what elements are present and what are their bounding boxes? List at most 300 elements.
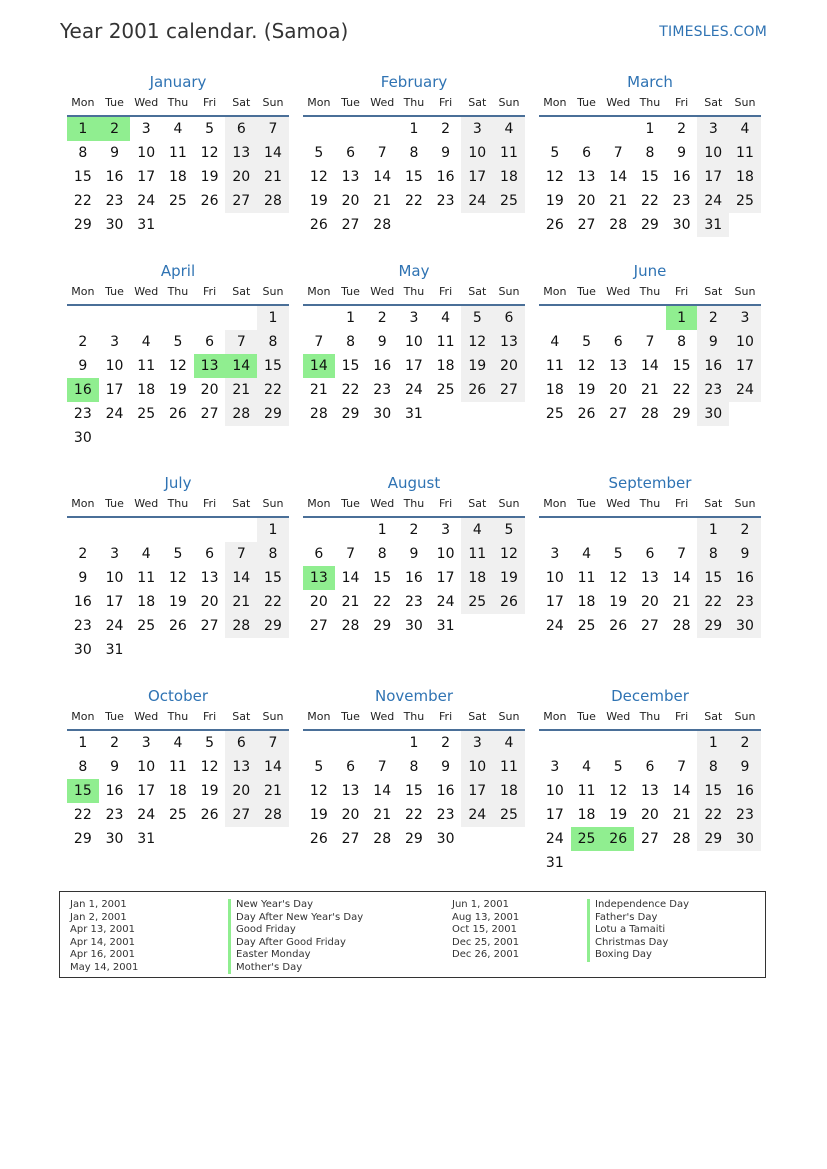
month-name: October: [147, 687, 209, 705]
day-cell: 30: [73, 430, 92, 446]
empty-cell: [130, 638, 162, 662]
week-row: [303, 354, 525, 378]
day-cell: 31: [404, 406, 423, 422]
month-name: July: [164, 474, 192, 492]
empty-cell: [194, 827, 226, 851]
day-cell: 29: [672, 406, 691, 422]
day-cell: 29: [73, 217, 92, 233]
weekday-label: Thu: [639, 497, 661, 510]
weekday-label: Sat: [468, 285, 487, 298]
day-cell: 28: [257, 189, 289, 213]
weekday-label: Sat: [232, 497, 251, 510]
empty-cell: [398, 213, 430, 237]
day-cell: 6: [346, 759, 355, 775]
weekday-label: Thu: [167, 497, 189, 510]
day-cell: 16: [436, 169, 455, 185]
day-cell: 25: [436, 382, 455, 398]
empty-cell: [366, 117, 398, 141]
day-cell: 30: [404, 618, 423, 634]
day-cell: 12: [168, 570, 187, 586]
week-row: [539, 213, 761, 237]
day-cell: 24: [436, 594, 455, 610]
day-cell: 8: [257, 542, 289, 566]
day-cell: 5: [613, 759, 623, 775]
month-name: May: [398, 262, 430, 280]
weekday-label: Sun: [734, 710, 756, 723]
week-row: [67, 330, 289, 354]
day-cell: 14: [672, 783, 691, 799]
day-cell: 25: [577, 618, 596, 634]
weekday-label: Mon: [543, 285, 567, 298]
week-row: [67, 306, 289, 330]
day-cell: 21: [640, 382, 659, 398]
day-cell: 7: [346, 546, 355, 562]
day-cell: 31: [105, 642, 124, 658]
day-cell: 12: [493, 542, 525, 566]
day-cell: 6: [645, 546, 655, 562]
empty-cell: [666, 851, 698, 875]
weekday-label: Wed: [606, 96, 631, 109]
day-cell: 9: [409, 546, 419, 562]
day-cell: 24: [404, 382, 423, 398]
empty-cell: [493, 213, 525, 237]
day-cell: 23: [436, 193, 455, 209]
day-cell: 13: [640, 570, 659, 586]
weekday-label: Thu: [403, 497, 425, 510]
day-cell: 15: [341, 358, 360, 374]
day-cell: 24: [461, 803, 493, 827]
week-row: [303, 165, 525, 189]
day-cell: 5: [461, 306, 493, 330]
empty-cell: [225, 827, 257, 851]
day-cell: 7: [377, 145, 387, 161]
day-cell: 3: [729, 306, 761, 330]
day-cell: 27: [309, 618, 328, 634]
day-cell: 1: [409, 735, 419, 751]
weekday-label: Wed: [606, 285, 631, 298]
day-cell: 1: [78, 735, 88, 751]
week-row: [67, 117, 289, 141]
legend-names-right: [587, 899, 689, 962]
day-cell: 31: [137, 217, 156, 233]
day-cell: 9: [729, 542, 761, 566]
empty-cell: [67, 518, 99, 542]
week-row: [67, 518, 289, 542]
day-cell: 17: [729, 354, 761, 378]
day-cell: 16: [436, 783, 455, 799]
day-cell: 11: [436, 334, 455, 350]
week-row: [67, 731, 289, 755]
day-cell: 10: [137, 145, 156, 161]
weekday-label: Sun: [498, 497, 520, 510]
day-cell: 18: [729, 165, 761, 189]
empty-cell: [303, 117, 335, 141]
week-row: [539, 165, 761, 189]
empty-cell: [67, 306, 99, 330]
day-cell: 27: [493, 378, 525, 402]
day-cell: 18: [436, 358, 455, 374]
weekday-label: Tue: [577, 285, 596, 298]
day-cell: 19: [461, 354, 493, 378]
day-cell: 5: [173, 546, 183, 562]
weekday-label: Wed: [370, 285, 395, 298]
weekday-label: Wed: [134, 96, 159, 109]
day-cell: 2: [78, 334, 88, 350]
holiday-day-cell: 25: [571, 827, 603, 851]
week-row: [67, 638, 289, 662]
day-cell: 12: [309, 783, 328, 799]
day-cell: 26: [200, 807, 219, 823]
day-cell: 17: [137, 783, 156, 799]
legend-date: Oct 15, 2001: [452, 924, 517, 935]
day-cell: 31: [436, 618, 455, 634]
day-cell: 2: [441, 735, 451, 751]
legend-holiday-name: Christmas Day: [587, 937, 689, 950]
day-cell: 6: [205, 546, 215, 562]
empty-cell: [634, 731, 666, 755]
weekday-label: Sun: [262, 497, 284, 510]
day-cell: 22: [404, 193, 423, 209]
day-cell: 26: [493, 590, 525, 614]
weekday-label: Tue: [577, 497, 596, 510]
day-cell: 2: [677, 121, 687, 137]
weekday-label: Thu: [167, 710, 189, 723]
day-cell: 24: [105, 406, 124, 422]
empty-cell: [666, 731, 698, 755]
empty-cell: [303, 731, 335, 755]
week-row: [303, 566, 525, 590]
weekday-label: Sat: [704, 710, 723, 723]
day-cell: 28: [225, 614, 257, 638]
day-cell: 10: [436, 546, 455, 562]
empty-cell: [493, 402, 525, 426]
weekday-label: Wed: [370, 710, 395, 723]
day-cell: 2: [110, 735, 119, 751]
empty-cell: [257, 426, 289, 450]
day-cell: 25: [461, 590, 493, 614]
week-row: [67, 426, 289, 450]
day-cell: 15: [257, 354, 289, 378]
legend-holiday-name: Boxing Day: [587, 949, 689, 962]
day-cell: 20: [341, 193, 360, 209]
day-cell: 31: [137, 831, 156, 847]
day-cell: 16: [672, 169, 691, 185]
day-cell: 10: [404, 334, 423, 350]
day-cell: 30: [697, 402, 729, 426]
weekday-label: Sat: [704, 285, 723, 298]
day-cell: 2: [377, 310, 387, 326]
empty-cell: [225, 306, 257, 330]
month-name: September: [608, 474, 692, 492]
empty-cell: [697, 851, 729, 875]
week-row: [67, 165, 289, 189]
day-cell: 30: [373, 406, 392, 422]
day-cell: 17: [105, 382, 124, 398]
day-cell: 9: [78, 358, 88, 374]
empty-cell: [571, 851, 603, 875]
weekday-label: Tue: [341, 96, 360, 109]
empty-cell: [257, 827, 289, 851]
day-cell: 10: [729, 330, 761, 354]
day-cell: 23: [697, 378, 729, 402]
day-cell: 16: [373, 358, 392, 374]
day-cell: 13: [225, 755, 257, 779]
month-name: February: [380, 73, 448, 91]
month-name: December: [611, 687, 689, 705]
day-cell: 24: [545, 831, 564, 847]
weekday-label: Mon: [307, 96, 331, 109]
day-cell: 11: [577, 570, 596, 586]
legend-holiday-name: Mother's Day: [228, 962, 363, 975]
day-cell: 18: [168, 169, 187, 185]
day-cell: 1: [409, 121, 419, 137]
day-cell: 8: [409, 759, 419, 775]
empty-cell: [602, 518, 634, 542]
day-cell: 8: [697, 542, 729, 566]
day-cell: 19: [309, 807, 328, 823]
week-row: [303, 330, 525, 354]
empty-cell: [634, 306, 666, 330]
day-cell: 24: [697, 189, 729, 213]
day-cell: 19: [168, 382, 187, 398]
day-cell: 1: [697, 731, 729, 755]
day-cell: 30: [105, 217, 124, 233]
weekday-label: Sun: [498, 710, 520, 723]
day-cell: 21: [309, 382, 328, 398]
day-cell: 14: [373, 169, 392, 185]
day-cell: 6: [582, 145, 591, 161]
empty-cell: [666, 518, 698, 542]
day-cell: 13: [493, 330, 525, 354]
legend-date: Dec 26, 2001: [452, 949, 520, 960]
week-row: [303, 542, 525, 566]
day-cell: 28: [309, 406, 328, 422]
week-row: [539, 354, 761, 378]
month-march: [539, 71, 761, 237]
weekday-label: Mon: [307, 710, 331, 723]
weekday-label: Sat: [704, 96, 723, 109]
day-cell: 2: [729, 731, 761, 755]
week-row: [303, 141, 525, 165]
holiday-day-cell: 13: [194, 354, 226, 378]
day-cell: 6: [225, 117, 257, 141]
day-cell: 21: [225, 378, 257, 402]
day-cell: 30: [436, 831, 455, 847]
weekday-label: Tue: [105, 710, 124, 723]
day-cell: 1: [257, 306, 289, 330]
day-cell: 23: [105, 807, 124, 823]
weekday-label: Fri: [675, 96, 689, 109]
empty-cell: [162, 306, 194, 330]
day-cell: 3: [461, 731, 493, 755]
day-cell: 24: [729, 378, 761, 402]
day-cell: 7: [225, 330, 257, 354]
empty-cell: [194, 518, 226, 542]
day-cell: 8: [645, 145, 655, 161]
holiday-day-cell: 13: [303, 566, 335, 590]
day-cell: 4: [493, 117, 525, 141]
day-cell: 11: [729, 141, 761, 165]
month-october: [67, 685, 289, 851]
day-cell: 3: [110, 546, 119, 562]
day-cell: 25: [168, 193, 187, 209]
day-cell: 7: [677, 546, 687, 562]
day-cell: 16: [105, 783, 124, 799]
day-cell: 7: [645, 334, 655, 350]
weekday-label: Wed: [606, 497, 631, 510]
week-row: [67, 614, 289, 638]
day-cell: 24: [137, 193, 156, 209]
legend-date: Jan 1, 2001: [70, 899, 127, 910]
weekday-label: Fri: [675, 497, 689, 510]
day-cell: 1: [697, 518, 729, 542]
day-cell: 3: [441, 522, 451, 538]
day-cell: 20: [341, 807, 360, 823]
day-cell: 8: [78, 759, 88, 775]
day-cell: 4: [173, 121, 183, 137]
empty-cell: [571, 306, 603, 330]
day-cell: 22: [640, 193, 659, 209]
brand-link[interactable]: TIMESLES.COM: [659, 24, 767, 40]
day-cell: 7: [377, 759, 387, 775]
day-cell: 2: [729, 518, 761, 542]
day-cell: 24: [461, 189, 493, 213]
empty-cell: [162, 213, 194, 237]
day-cell: 21: [672, 594, 691, 610]
day-cell: 27: [341, 217, 360, 233]
legend-holiday-name: Good Friday: [228, 924, 363, 937]
day-cell: 26: [461, 378, 493, 402]
day-cell: 16: [73, 594, 92, 610]
day-cell: 26: [168, 618, 187, 634]
day-cell: 17: [545, 807, 564, 823]
day-cell: 7: [257, 731, 289, 755]
day-cell: 27: [225, 189, 257, 213]
day-cell: 23: [436, 807, 455, 823]
day-cell: 8: [409, 145, 419, 161]
weekday-label: Tue: [341, 285, 360, 298]
legend-holiday-name: Father's Day: [587, 912, 689, 925]
day-cell: 21: [341, 594, 360, 610]
day-cell: 19: [493, 566, 525, 590]
day-cell: 20: [493, 354, 525, 378]
empty-cell: [130, 518, 162, 542]
week-row: [539, 731, 761, 755]
day-cell: 3: [409, 310, 419, 326]
empty-cell: [194, 426, 226, 450]
week-row: [303, 213, 525, 237]
week-row: [67, 141, 289, 165]
day-cell: 2: [409, 522, 419, 538]
day-cell: 17: [545, 594, 564, 610]
weekday-label: Sun: [262, 96, 284, 109]
holiday-day-cell: 15: [67, 779, 99, 803]
day-cell: 28: [672, 618, 691, 634]
day-cell: 17: [461, 779, 493, 803]
empty-cell: [130, 426, 162, 450]
week-row: [67, 827, 289, 851]
day-cell: 28: [225, 402, 257, 426]
day-cell: 29: [341, 406, 360, 422]
empty-cell: [461, 827, 493, 851]
day-cell: 19: [609, 594, 628, 610]
empty-cell: [461, 614, 493, 638]
day-cell: 6: [613, 334, 623, 350]
weekday-label: Wed: [134, 285, 159, 298]
empty-cell: [366, 731, 398, 755]
week-row: [539, 189, 761, 213]
empty-cell: [461, 213, 493, 237]
week-row: [303, 827, 525, 851]
legend-holiday-name: Lotu a Tamaiti: [587, 924, 689, 937]
legend-date: Jun 1, 2001: [452, 899, 509, 910]
day-cell: 16: [105, 169, 124, 185]
day-cell: 15: [404, 783, 423, 799]
weekday-label: Tue: [105, 285, 124, 298]
day-cell: 27: [577, 217, 596, 233]
day-cell: 23: [729, 590, 761, 614]
day-cell: 26: [200, 193, 219, 209]
week-row: [539, 402, 761, 426]
empty-cell: [571, 117, 603, 141]
day-cell: 17: [105, 594, 124, 610]
empty-cell: [335, 518, 367, 542]
empty-cell: [729, 402, 761, 426]
empty-cell: [162, 518, 194, 542]
day-cell: 21: [609, 193, 628, 209]
week-row: [67, 566, 289, 590]
legend-dates-right: [452, 899, 519, 962]
day-cell: 4: [441, 310, 451, 326]
weekday-label: Thu: [167, 285, 189, 298]
day-cell: 4: [461, 518, 493, 542]
day-cell: 29: [404, 831, 423, 847]
day-cell: 25: [493, 189, 525, 213]
empty-cell: [99, 518, 131, 542]
day-cell: 26: [309, 217, 328, 233]
day-cell: 7: [613, 145, 623, 161]
empty-cell: [634, 518, 666, 542]
day-cell: 7: [257, 117, 289, 141]
weekday-header: [67, 707, 289, 731]
legend-date: Dec 25, 2001: [452, 936, 520, 948]
day-cell: 20: [225, 165, 257, 189]
day-cell: 12: [577, 358, 596, 374]
day-cell: 12: [609, 783, 628, 799]
week-row: [303, 755, 525, 779]
day-cell: 12: [200, 759, 219, 775]
day-cell: 27: [200, 618, 219, 634]
weekday-label: Mon: [71, 96, 95, 109]
week-row: [539, 851, 761, 875]
week-row: [67, 779, 289, 803]
empty-cell: [225, 638, 257, 662]
empty-cell: [162, 827, 194, 851]
day-cell: 16: [729, 779, 761, 803]
day-cell: 6: [205, 334, 215, 350]
day-cell: 15: [404, 169, 423, 185]
day-cell: 14: [225, 566, 257, 590]
empty-cell: [335, 117, 367, 141]
week-row: [539, 378, 761, 402]
empty-cell: [99, 426, 131, 450]
day-cell: 4: [173, 735, 183, 751]
weekday-header: [303, 93, 525, 117]
day-cell: 7: [677, 759, 687, 775]
month-name: August: [387, 474, 441, 492]
day-cell: 5: [205, 735, 215, 751]
day-cell: 28: [257, 803, 289, 827]
